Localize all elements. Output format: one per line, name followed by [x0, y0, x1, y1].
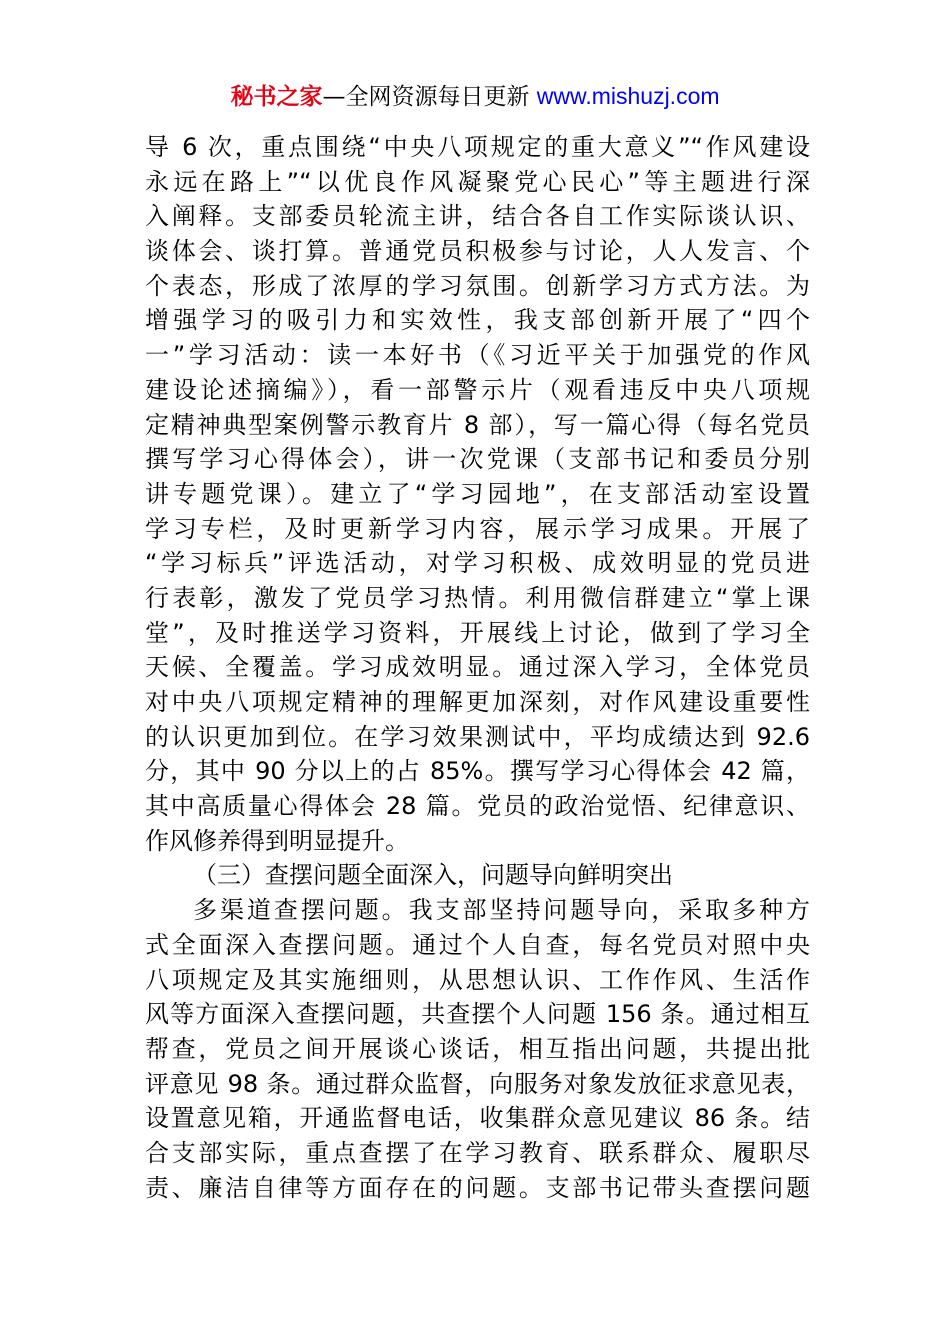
body-line: 堂”，及时推送学习资料，开展线上讨论，做到了学习全: [145, 618, 810, 647]
body-line: 定精神典型案例警示教育片 8 部），写一篇心得（每名党员: [145, 410, 810, 439]
body-line: 帮查，党员之间开展谈心谈话，相互指出问题，共提出批: [145, 1034, 810, 1063]
body-line: 行表彰，激发了党员学习热情。利用微信群建立“掌上课: [145, 583, 810, 612]
body-line: 增强学习的吸引力和实效性，我支部创新开展了“四个: [145, 306, 810, 335]
body-line: 责、廉洁自律等方面存在的问题。支部书记带头查摆问题: [145, 1173, 810, 1202]
body-line: 谈体会、谈打算。普通党员积极参与讨论，人人发言、个: [145, 237, 810, 266]
body-line: 合支部实际，重点查摆了在学习教育、联系群众、履职尽: [145, 1138, 810, 1167]
body-line: “学习标兵”评选活动，对学习积极、成效明显的党员进: [145, 549, 810, 578]
body-line: 多渠道查摆问题。我支部坚持问题导向，采取多种方: [193, 896, 810, 925]
body-line: 个表态，形成了浓厚的学习氛围。创新学习方式方法。为: [145, 271, 810, 300]
body-line: 设置意见箱，开通监督电话，收集群众意见建议 86 条。结: [145, 1104, 810, 1133]
document-body: [145, 130, 810, 1205]
body-line: 其中高质量心得体会 28 篇。党员的政治觉悟、纪律意识、: [145, 792, 810, 821]
header-tagline: —全网资源每日更新: [322, 84, 537, 110]
body-line: 一”学习活动：读一本好书（《习近平关于加强党的作风: [145, 341, 810, 370]
body-line: 评意见 98 条。通过群众监督，向服务对象发放征求意见表，: [145, 1069, 810, 1098]
body-line: 学习专栏，及时更新学习内容，展示学习成果。开展了: [145, 514, 810, 543]
body-line: 风等方面深入查摆问题，共查摆个人问题 156 条。通过相互: [145, 1000, 810, 1029]
body-line: 的认识更加到位。在学习效果测试中，平均成绩达到 92.6: [145, 722, 810, 751]
brand-name: 秘书之家: [230, 84, 323, 110]
body-line: 八项规定及其实施细则，从思想认识、工作作风、生活作: [145, 965, 810, 994]
body-line: 分，其中 90 分以上的占 85%。撰写学习心得体会 42 篇，: [145, 757, 810, 786]
body-line: 讲专题党课）。建立了“学习园地”，在支部活动室设置: [145, 479, 810, 508]
site-url[interactable]: www.mishuzj.com: [536, 83, 720, 109]
body-line: 导 6 次，重点围绕“中央八项规定的重大意义”“作风建设: [145, 133, 810, 161]
body-line: 入阐释。支部委员轮流主讲，结合各自工作实际谈认识、: [145, 202, 810, 231]
body-line: 建设论述摘编》），看一部警示片（观看违反中央八项规: [145, 375, 810, 404]
body-line: 永远在路上”“以优良作风凝聚党心民心”等主题进行深: [145, 167, 810, 196]
body-line: 对中央八项规定精神的理解更加深刻，对作风建设重要性: [145, 688, 810, 716]
body-line: 撰写学习心得体会），讲一次党课（支部书记和委员分别: [145, 445, 810, 474]
section-heading: （三）查摆问题全面深入，问题导向鲜明突出: [193, 861, 673, 890]
body-line: 作风修养得到明显提升。: [145, 826, 409, 855]
body-line: 式全面深入查摆问题。通过个人自查，每名党员对照中央: [145, 930, 810, 959]
body-line: 天候、全覆盖。学习成效明显。通过深入学习，全体党员: [145, 653, 810, 682]
page-header: [0, 80, 950, 113]
